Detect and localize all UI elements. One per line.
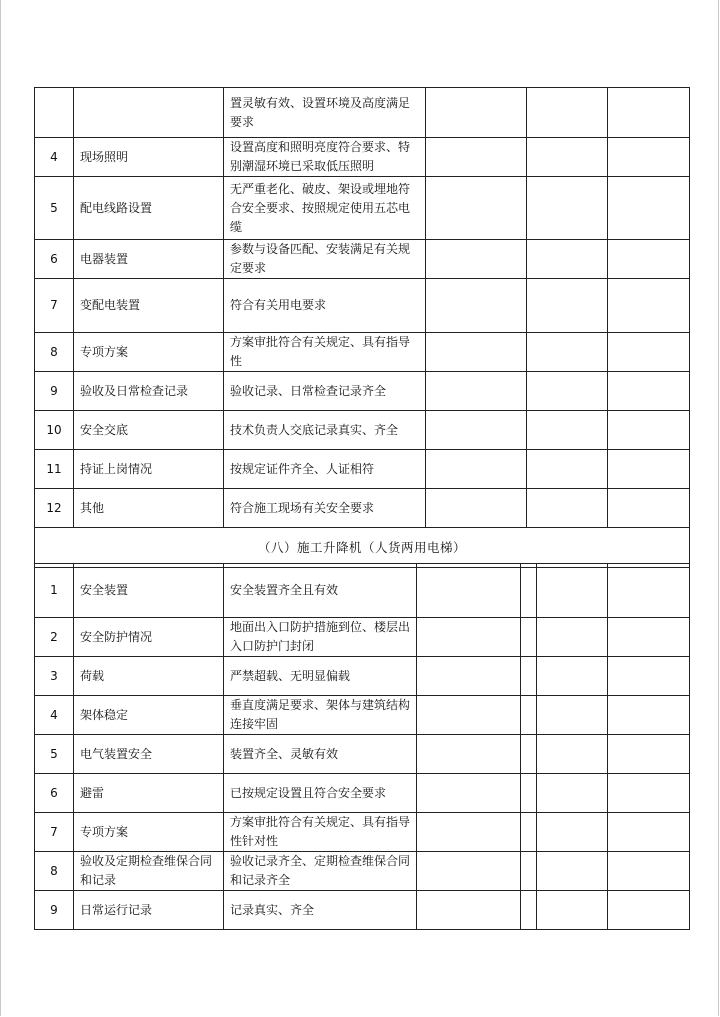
check-item: 安全防护情况: [74, 618, 224, 657]
check-requirement: 置灵敏有效、设置环境及高度满足要求: [224, 88, 426, 138]
table-row: [35, 450, 690, 489]
row-number: 6: [35, 240, 74, 279]
blank-cell: [537, 735, 608, 774]
blank-cell: [426, 489, 527, 528]
table-row: [35, 696, 690, 735]
check-item: 荷载: [74, 657, 224, 696]
blank-cell: [608, 852, 690, 891]
check-item: 验收及日常检查记录: [74, 372, 224, 411]
blank-cell: [608, 618, 690, 657]
blank-cell: [417, 696, 521, 735]
blank-cell: [527, 450, 608, 489]
table-row: [35, 564, 690, 618]
table-row: [35, 657, 690, 696]
check-requirement: 无严重老化、破皮、架设或埋地符合安全要求、按照规定使用五芯电缆: [224, 177, 426, 240]
check-item: 安全装置: [74, 564, 224, 618]
blank-cell: [426, 240, 527, 279]
check-requirement: 安全装置齐全且有效: [224, 564, 417, 618]
check-item: 电器装置: [74, 240, 224, 279]
blank-cell: [417, 657, 521, 696]
blank-cell: [521, 735, 537, 774]
check-item: 其他: [74, 489, 224, 528]
check-requirement: 装置齐全、灵敏有效: [224, 735, 417, 774]
blank-cell: [608, 564, 690, 618]
blank-cell: [608, 279, 690, 333]
table-row: [35, 333, 690, 372]
table-row: [35, 735, 690, 774]
blank-cell: [426, 177, 527, 240]
blank-cell: [527, 177, 608, 240]
blank-cell: [426, 411, 527, 450]
blank-cell: [521, 564, 537, 618]
blank-cell: [521, 852, 537, 891]
row-number: [35, 88, 74, 138]
blank-cell: [417, 774, 521, 813]
row-number: 4: [35, 138, 74, 177]
check-item: 日常运行记录: [74, 891, 224, 930]
row-number: 1: [35, 564, 74, 618]
row-number: 8: [35, 333, 74, 372]
row-number: 11: [35, 450, 74, 489]
check-item: 专项方案: [74, 333, 224, 372]
row-number: 2: [35, 618, 74, 657]
check-requirement: 验收记录齐全、定期检查维保合同和记录齐全: [224, 852, 417, 891]
row-number: 9: [35, 891, 74, 930]
row-number: 9: [35, 372, 74, 411]
blank-cell: [426, 138, 527, 177]
table-row: [35, 240, 690, 279]
check-item: 现场照明: [74, 138, 224, 177]
blank-cell: [608, 489, 690, 528]
blank-cell: [537, 657, 608, 696]
blank-cell: [527, 411, 608, 450]
blank-cell: [521, 696, 537, 735]
row-number: 4: [35, 696, 74, 735]
blank-cell: [521, 618, 537, 657]
row-number: 6: [35, 774, 74, 813]
row-number: 10: [35, 411, 74, 450]
blank-cell: [537, 564, 608, 618]
blank-cell: [417, 891, 521, 930]
section-header-row: [35, 528, 690, 568]
check-requirement: 已按规定设置且符合安全要求: [224, 774, 417, 813]
blank-cell: [527, 138, 608, 177]
blank-cell: [537, 852, 608, 891]
check-requirement: 方案审批符合有关规定、具有指导性针对性: [224, 813, 417, 852]
blank-cell: [527, 489, 608, 528]
blank-cell: [417, 618, 521, 657]
check-item: [74, 88, 224, 138]
blank-cell: [537, 774, 608, 813]
check-item: 持证上岗情况: [74, 450, 224, 489]
check-requirement: 地面出入口防护措施到位、楼层出入口防护门封闭: [224, 618, 417, 657]
table-row: [35, 891, 690, 930]
check-item: 避雷: [74, 774, 224, 813]
inspection-table-hoist: [34, 563, 690, 930]
check-requirement: 参数与设备匹配、安装满足有关规定要求: [224, 240, 426, 279]
blank-cell: [608, 657, 690, 696]
blank-cell: [521, 657, 537, 696]
table-row: [35, 88, 690, 138]
blank-cell: [417, 735, 521, 774]
blank-cell: [426, 450, 527, 489]
blank-cell: [527, 240, 608, 279]
blank-cell: [426, 333, 527, 372]
blank-cell: [537, 891, 608, 930]
blank-cell: [537, 618, 608, 657]
check-requirement: 符合施工现场有关安全要求: [224, 489, 426, 528]
blank-cell: [608, 450, 690, 489]
table-row: [35, 813, 690, 852]
row-number: 5: [35, 735, 74, 774]
row-number: 7: [35, 813, 74, 852]
row-number: 3: [35, 657, 74, 696]
blank-cell: [608, 333, 690, 372]
blank-cell: [426, 372, 527, 411]
blank-cell: [608, 240, 690, 279]
table-row: [35, 138, 690, 177]
blank-cell: [608, 138, 690, 177]
check-requirement: 符合有关用电要求: [224, 279, 426, 333]
blank-cell: [537, 813, 608, 852]
check-requirement: 方案审批符合有关规定、具有指导性: [224, 333, 426, 372]
blank-cell: [527, 279, 608, 333]
blank-cell: [608, 735, 690, 774]
table-row: [35, 489, 690, 528]
check-requirement: 严禁超载、无明显偏载: [224, 657, 417, 696]
row-number: 12: [35, 489, 74, 528]
blank-cell: [608, 88, 690, 138]
blank-cell: [426, 279, 527, 333]
table-row: [35, 774, 690, 813]
table-row: [35, 177, 690, 240]
blank-cell: [527, 372, 608, 411]
blank-cell: [521, 813, 537, 852]
blank-cell: [537, 696, 608, 735]
blank-cell: [608, 696, 690, 735]
blank-cell: [527, 88, 608, 138]
check-item: 电气装置安全: [74, 735, 224, 774]
table-row: [35, 372, 690, 411]
check-item: 变配电装置: [74, 279, 224, 333]
check-requirement: 验收记录、日常检查记录齐全: [224, 372, 426, 411]
check-requirement: 设置高度和照明亮度符合要求、特别潮湿环境已采取低压照明: [224, 138, 426, 177]
blank-cell: [521, 891, 537, 930]
blank-cell: [417, 852, 521, 891]
check-item: 专项方案: [74, 813, 224, 852]
inspection-table-electrical: [34, 87, 690, 568]
blank-cell: [608, 891, 690, 930]
check-requirement: 按规定证件齐全、人证相符: [224, 450, 426, 489]
check-item: 架体稳定: [74, 696, 224, 735]
blank-cell: [608, 411, 690, 450]
blank-cell: [426, 88, 527, 138]
blank-cell: [608, 177, 690, 240]
section-title: （八）施工升降机（人货两用电梯）: [35, 528, 690, 568]
check-item: 安全交底: [74, 411, 224, 450]
row-number: 7: [35, 279, 74, 333]
blank-cell: [527, 333, 608, 372]
table-row: [35, 279, 690, 333]
check-item: 验收及定期检查维保合同和记录: [74, 852, 224, 891]
row-number: 5: [35, 177, 74, 240]
check-requirement: 记录真实、齐全: [224, 891, 417, 930]
blank-cell: [417, 813, 521, 852]
table-row: [35, 411, 690, 450]
row-number: 8: [35, 852, 74, 891]
check-requirement: 垂直度满足要求、架体与建筑结构连接牢固: [224, 696, 417, 735]
table-row: [35, 852, 690, 891]
check-item: 配电线路设置: [74, 177, 224, 240]
check-requirement: 技术负责人交底记录真实、齐全: [224, 411, 426, 450]
blank-cell: [608, 774, 690, 813]
blank-cell: [521, 774, 537, 813]
blank-cell: [608, 372, 690, 411]
table-row: [35, 618, 690, 657]
blank-cell: [417, 564, 521, 618]
blank-cell: [608, 813, 690, 852]
